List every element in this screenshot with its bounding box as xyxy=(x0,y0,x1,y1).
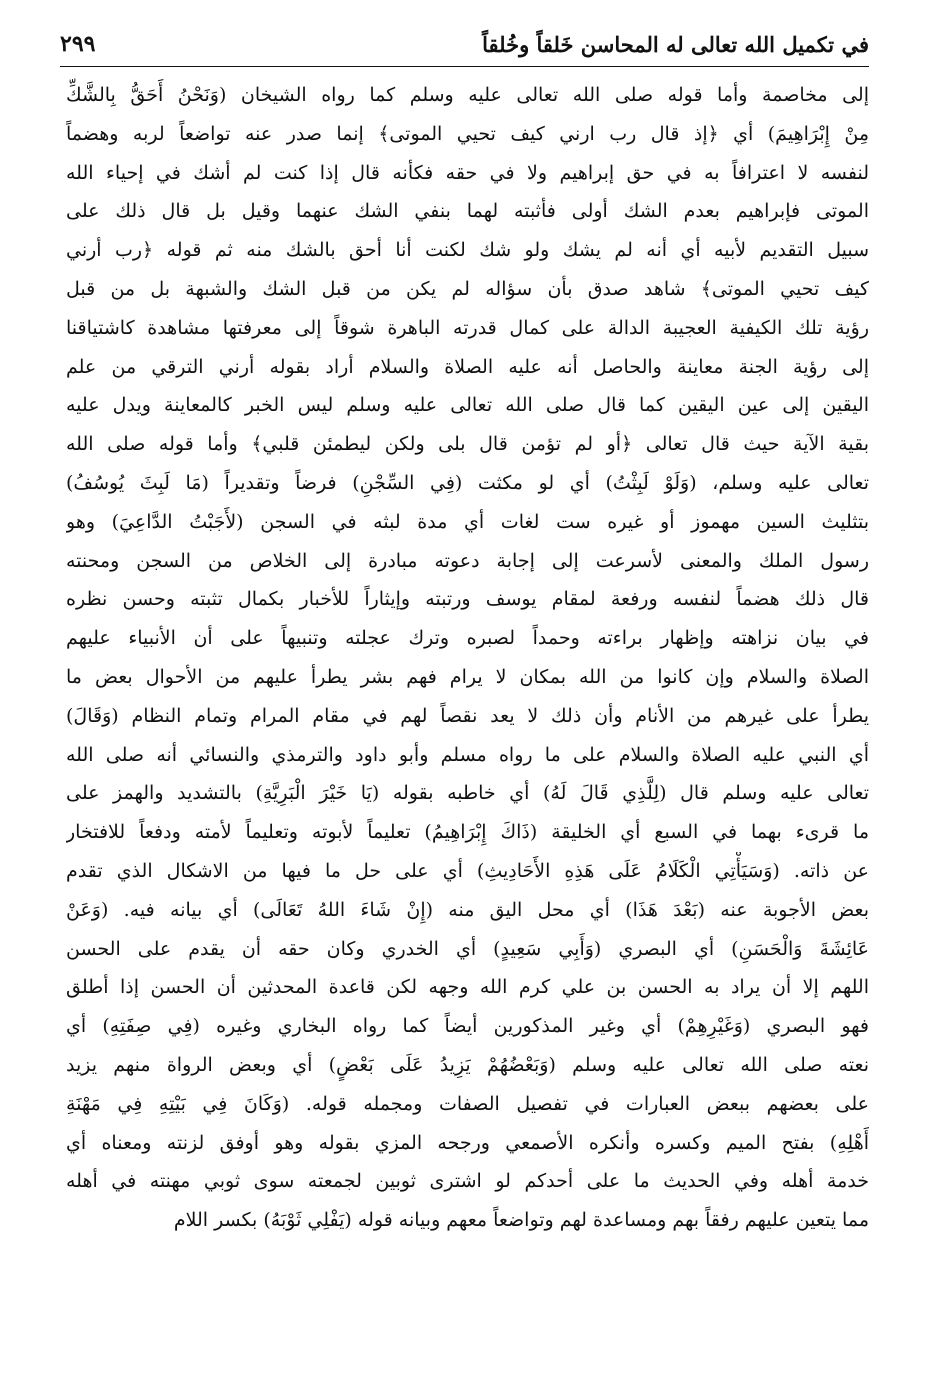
text-line: كيف تحيي الموتى﴾ شاهد صدق بأن سؤاله لم يكن من قبل الشك والشبهة بل من قبل xyxy=(66,277,869,300)
text-line: بتثليث السين مهموز أو غيره ست لغات أي مدة لبثه في السجن (لأَجَبْتُ الدَّاعِيَ) وهو xyxy=(66,510,869,533)
text-line: بعض الأجوبة عنه (بَعْدَ هَذَا) أي محل اليق منه (إِنْ شَاءَ اللهُ تَعَالَى) أي بيانه فيه. (وَعَنْ xyxy=(66,898,869,921)
page-body xyxy=(66,76,869,1240)
text-line: رؤية تلك الكيفية العجيبة الدالة على كمال قدرته الباهرة شوقاً إلى معرفتها مشاهدة كاشتياقنا xyxy=(66,316,869,339)
text-line: بقية الآية حيث قال تعالى ﴿أو لم تؤمن قال بلى ولكن ليطمئن قلبي﴾ وأما قوله صلى الله xyxy=(66,433,869,456)
text-line: فهو البصري (وَغَيْرِهِمْ) أي وغير المذكورين أيضاً كما رواه البخاري وغيره (فِي صِفَتِهِ) أي xyxy=(66,1015,869,1038)
text-line: إلى مخاصمة وأما قوله صلى الله تعالى عليه وسلم كما رواه الشيخان (وَنَحْنُ أَحَقُّ بِالشَّكِّ xyxy=(66,84,869,106)
text-line: تعالى عليه وسلم، (وَلَوْ لَبِثْتُ) أي لو مكثت (فِي السِّجْنِ) فرضاً وتقديراً (مَا لَبِثَ يُوسُفُ) xyxy=(66,471,869,494)
header-rule xyxy=(60,66,869,67)
text-line: عَائِشَةَ وَالْحَسَنِ) أي البصري (وَأَبِي سَعِيدٍ) أي الخدري وكان حقه أن يقدم على الحسن xyxy=(66,937,869,960)
text-line: الموتى فإبراهيم بعدم الشك أولى فأثبته لهما بنفي الشك عنهما وقيل بل قال ذلك على xyxy=(66,200,869,223)
text-line: اليقين إلى عين اليقين كما قال صلى الله تعالى عليه وسلم ليس الخبر كالمعاينة ويدل عليه xyxy=(66,394,869,417)
text-line: ما قرىء بهما في السبع أي الخليقة (ذَاكَ إِبْرَاهِيمُ) تعليماً لأبوته وتعليماً لأمته ودفعاً للافتخار xyxy=(66,821,869,844)
text-line: مما يتعين عليهم رفقاً بهم ومساعدة لهم وتواضعاً معهم وبيانه قوله (يَفْلِي ثَوْبَهُ) بكسر اللام xyxy=(173,1209,869,1232)
text-line: نعته صلى الله تعالى عليه وسلم (وَبَعْضُهُمْ يَزِيدُ عَلَى بَعْضٍ) أي وبعض الرواة منهم يزيد xyxy=(66,1053,869,1076)
text-line: عن ذاته. (وَسَيَأْتِي الْكَلَامُ عَلَى هَذِهِ الأَحَادِيثِ) أي على حل ما فيها من الاشكال الذي تقدم xyxy=(66,859,869,882)
text-line: أي النبي عليه الصلاة والسلام على ما رواه مسلم وأبو داود والترمذي والنسائي أنه صلى الله xyxy=(66,743,869,766)
text-line: الصلاة والسلام وإن كانوا من الله بمكان لا يرام فهم بشر يطرأ عليهم من الأحوال بعض ما xyxy=(66,665,869,688)
text-line: قال ذلك هضماً لنفسه ورفعة لمقام يوسف ورتبته وإيثاراً للأخبار بكمال تثبته وحسن نظره xyxy=(66,588,869,611)
text-line: اللهم إلا أن يراد به الحسن بن علي كرم الله وجهه لكن قاعدة المحدثين أن الحسن إذا أطلق xyxy=(66,976,869,999)
text-line: أَهْلِهِ) بفتح الميم وكسره وأنكره الأصمعي ورجحه المزي بقوله وهو أوفق لزنته ومعناه أي xyxy=(66,1131,869,1154)
page-header xyxy=(60,22,869,66)
text-line: يطرأ على غيرهم من الأنام وأن ذلك لا يعد نقصاً لهم في مقام المرام وتمام النظام (وَقَالَ) xyxy=(66,704,869,727)
text-line: خدمة أهله وفي الحديث ما على أحدكم لو اشترى ثوبين لجمعته سوى ثوبي مهنته في أهله xyxy=(66,1170,869,1193)
text-line: لنفسه لا اعترافاً به في حق إبراهيم ولا في حقه فكأنه قال إذا كنت لم أشك في إحياء الله xyxy=(66,161,869,184)
text-line: على بعضهم ببعض العبارات في تفصيل الصفات ومجمله قوله. (وَكَانَ فِي بَيْتِهِ فِي مَهْنَةِ xyxy=(66,1092,869,1115)
text-line: رسول الملك والمعنى لأسرعت إلى إجابة دعوته مبادرة إلى الخلاص من السجن ومحنته xyxy=(66,549,869,572)
text-line: في بيان نزاهته وإظهار براءته وحمداً لصبره وترك عجلته وتنبيهاً على أن الأنبياء عليهم xyxy=(66,627,869,650)
text-line: إلى رؤية الجنة معاينة والحاصل أنه عليه الصلاة والسلام أراد بقوله أرني الترقي من علم xyxy=(66,355,869,378)
page-number: ٢٩٩ xyxy=(60,31,96,57)
running-title: في تكميل الله تعالى له المحاسن خَلقاً وخُلقاً xyxy=(482,31,869,57)
text-line: تعالى عليه وسلم قال (لِلَّذِي قَالَ لَهُ) أي خاطبه بقوله (يَا خَيْرَ الْبَرِيَّةِ) بالتشديد والهمز على xyxy=(66,782,869,805)
text-line: مِنْ إِبْرَاهِيمَ) أي ﴿إذ قال رب ارني كيف تحيي الموتى﴾ إنما صدر عنه تواضعاً لربه وهضماً xyxy=(66,122,869,145)
text-line: سبيل التقديم لأبيه أي أنه لم يشك ولو شك لكنت أنا أحق بالشك منه ثم قوله ﴿رب أرني xyxy=(66,239,869,262)
